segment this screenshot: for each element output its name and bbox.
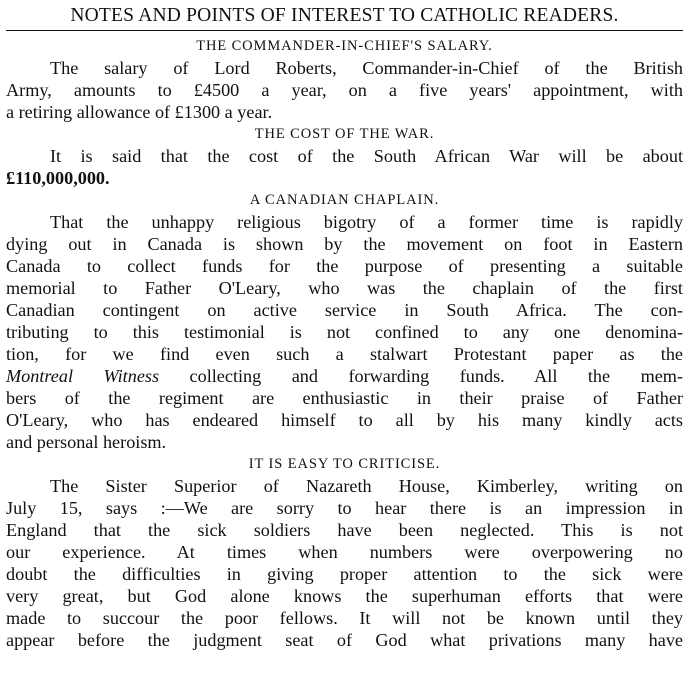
text-line: our experience. At times when numbers were overpowering no bbox=[6, 542, 683, 562]
text-line: doubt the difficulties in giving proper attention to the sick were bbox=[6, 564, 683, 584]
masthead-title: NOTES AND POINTS OF INTEREST TO CATHOLIC READERS. bbox=[70, 5, 619, 26]
text-line: Army, amounts to £4500 a year, on a five years' appointment, with bbox=[6, 80, 683, 100]
text-line: Canadian contingent on active service in South Africa. The con- bbox=[6, 300, 683, 320]
paragraph bbox=[6, 57, 683, 123]
section-title: A CANADIAN CHAPLAIN. bbox=[249, 192, 440, 208]
section-title: THE COST OF THE WAR. bbox=[254, 126, 435, 142]
text-line: tion, for we find even such a stalwart Protestant paper as the bbox=[6, 344, 683, 364]
section-title: THE COMMANDER-IN-CHIEF'S SALARY. bbox=[196, 38, 493, 54]
section-title: IT IS EASY TO CRITICISE. bbox=[248, 456, 441, 472]
section-easy-to-criticise bbox=[6, 453, 683, 651]
paragraph bbox=[6, 145, 683, 189]
paragraph bbox=[6, 475, 683, 651]
text-line: bers of the regiment are enthusiastic in their praise of Father bbox=[6, 388, 683, 408]
text-line: Canada to collect funds for the purpose of presenting a suitable bbox=[6, 256, 683, 276]
text-line: dying out in Canada is shown by the movement on foot in Eastern bbox=[6, 234, 683, 254]
text-line: £110,000,000. bbox=[6, 168, 110, 188]
paragraph bbox=[6, 211, 683, 453]
text-line: and personal heroism. bbox=[6, 432, 167, 452]
text-line: very great, but God alone knows the superhuman efforts that were bbox=[6, 586, 683, 606]
text-line: England that the sick soldiers have been neglected. This is not bbox=[6, 520, 683, 540]
masthead-rule bbox=[6, 30, 683, 31]
text-line: memorial to Father O'Leary, who was the chaplain of the first bbox=[6, 278, 683, 298]
text-line: July 15, says :—We are sorry to hear there is an impression in bbox=[6, 498, 683, 518]
text-line: a retiring allowance of £1300 a year. bbox=[6, 102, 273, 122]
section-salary bbox=[6, 35, 683, 123]
text-line: That the unhappy religious bigotry of a former time is rapidly bbox=[50, 212, 683, 232]
text-line: O'Leary, who has endeared himself to all by his many kindly acts bbox=[6, 410, 683, 430]
section-canadian-chaplain bbox=[6, 189, 683, 453]
text-line-with-italic: Montreal Witness collecting and forwarding funds. All the mem- bbox=[6, 366, 683, 386]
text-line: appear before the judgment seat of God what privations many have bbox=[6, 630, 683, 650]
text-line: made to succour the poor fellows. It will not be known until they bbox=[6, 608, 683, 628]
text-line: The salary of Lord Roberts, Commander-in-Chief of the British bbox=[50, 58, 683, 78]
section-cost-of-war bbox=[6, 123, 683, 189]
text-line: tributing to this testimonial is not confined to any one denomina- bbox=[6, 322, 683, 342]
text-line: The Sister Superior of Nazareth House, Kimberley, writing on bbox=[50, 476, 683, 496]
newspaper-title: Montreal Witness bbox=[6, 366, 160, 386]
text-line: It is said that the cost of the South African War will be about bbox=[50, 146, 683, 166]
